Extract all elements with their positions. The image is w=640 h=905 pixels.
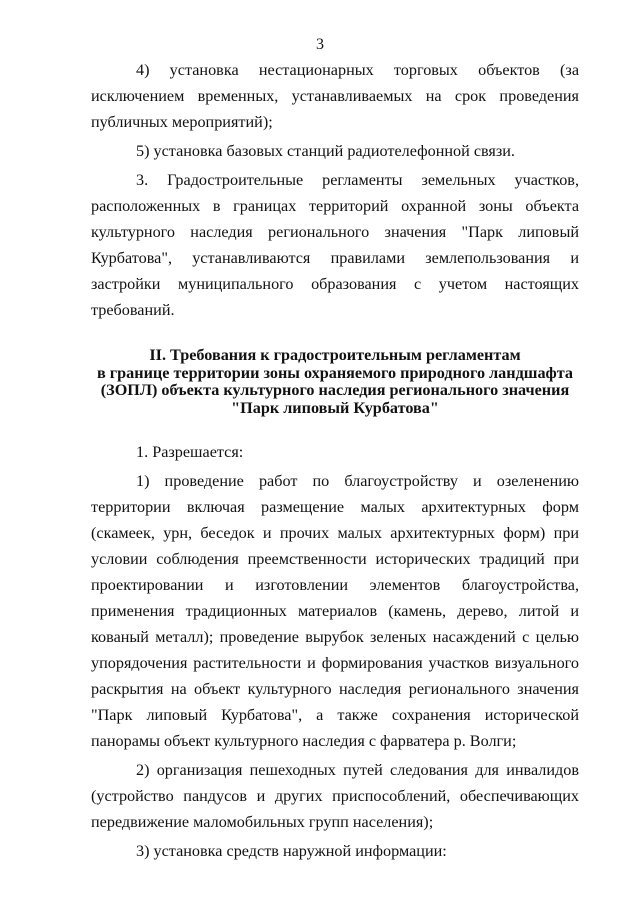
paragraph-item-5-base-stations: 5) установка базовых станций радиотелефонной связи. xyxy=(136,142,515,160)
page-number: 3 xyxy=(316,36,324,53)
section-heading-line: "Парк липовый Курбатова" xyxy=(231,398,439,417)
section-heading-line: в границе территории зоны охраняемого природного ландшафта xyxy=(97,363,573,382)
paragraph-3-urban-regulations: 3. Градостроительные регламенты земельных участков, расположенных в границах территорий охранной зоны объекта культурного наследия регионального значения "Парк липовый Курбатова", устанавливаются правилами землепользования и застройки муниципального образования с учетом настоящих требований. xyxy=(91,171,579,319)
section-heading-line: (ЗОПЛ) объекта культурного наследия регионального значения xyxy=(100,381,570,399)
document-body xyxy=(91,57,579,867)
paragraph-item-1-landscaping: 1) проведение работ по благоустройству и озеленению территории включая размещение малых архитектурных форм (скамеек, урн, беседок и прочих малых архитектурных форм) при условии соблюдения преемственности исторических традиций при проектировании и изготовлении элементов благоустройства, применения традиционных материалов (камень, дерево, литой и кованый металл); проведение вырубок зеленых насаждений с целью упорядочения растительности и формирования участков визуального раскрытия на объект культурного наследия регионального значения "Парк липовый Курбатова", а также сохранения исторической панорамы объект культурного наследия с фарватера р. Волги; xyxy=(91,472,579,750)
paragraph-item-4-nonstationary-objects: 4) установка нестационарных торговых объектов (за исключением временных, устанавливаемых на срок проведения публичных мероприятий); xyxy=(91,61,579,131)
section-heading-line: II. Требования к градостроительным регламентам xyxy=(149,346,521,364)
paragraph-item-2-pedestrian-paths: 2) организация пешеходных путей следования для инвалидов (устройство пандусов и других приспособлений, обеспечивающих передвижение маломобильных групп населения); xyxy=(91,761,579,831)
paragraph-permitted: 1. Разрешается: xyxy=(136,443,244,461)
section-heading xyxy=(91,347,579,417)
paragraph-item-3-outdoor-info: 3) установка средств наружной информации: xyxy=(136,842,447,860)
